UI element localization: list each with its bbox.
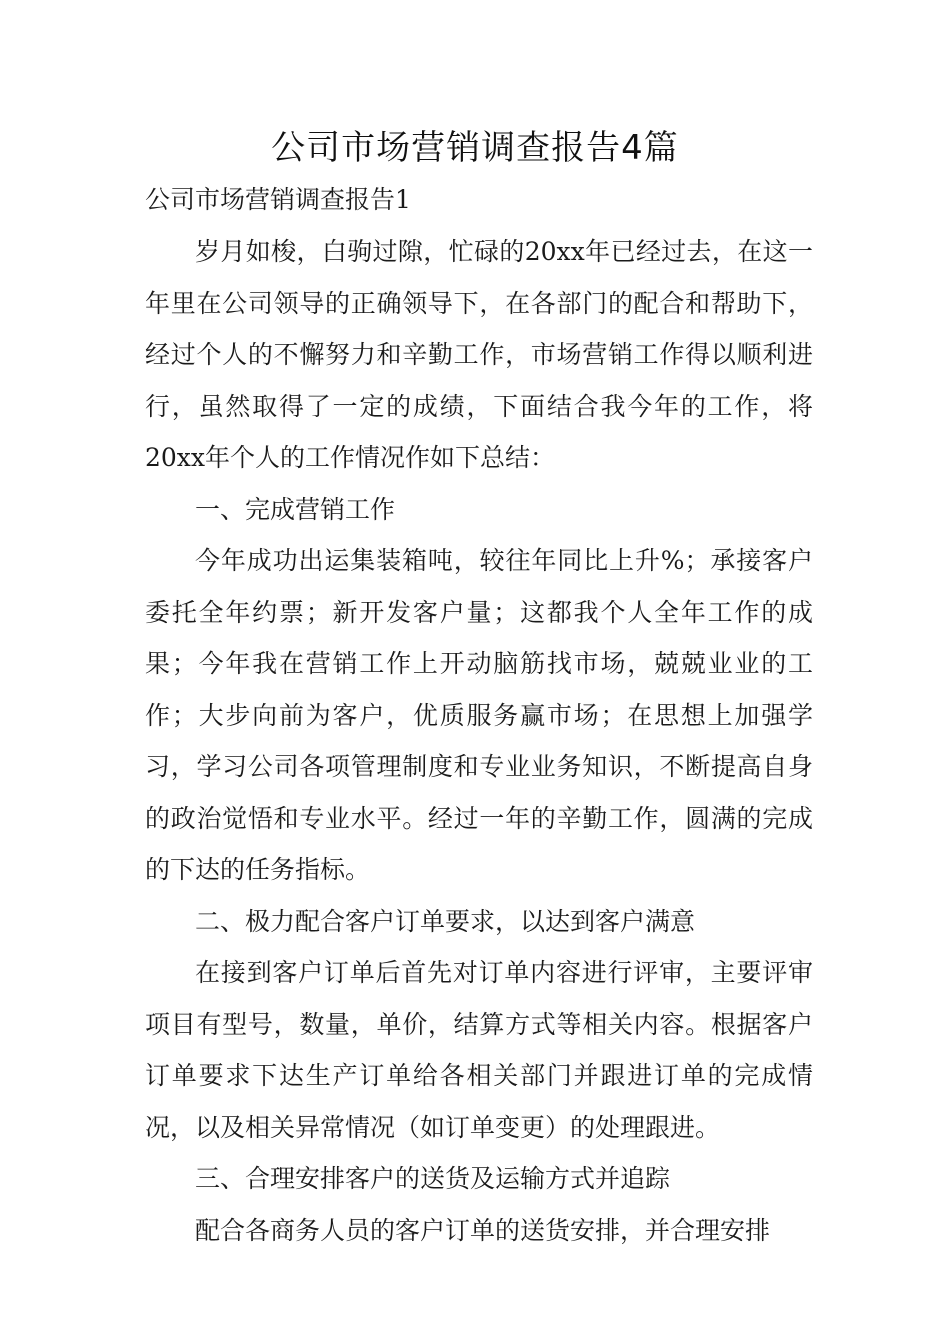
paragraph-marketing-work: 今年成功出运集装箱吨，较往年同比上升%；承接客户委托全年约票；新开发客户量；这都我个人全年工作的成果；今年我在营销工作上开动脑筋找市场，兢兢业业的工作；大步向前为客户，优质服务赢市场；在思想上加强学习，学习公司各项管理制度和专业业务知识，不断提高自身的政治觉悟和专业水平。经过一年的辛勤工作，圆满的完成的下达的任务指标。 xyxy=(145,546,813,884)
paragraph-customer-orders: 在接到客户订单后首先对订单内容进行评审，主要评审项目有型号，数量，单价，结算方式等相关内容。根据客户订单要求下达生产订单给各相关部门并跟进订单的完成情况，以及相关异常情况（如订单变更）的处理跟进。 xyxy=(145,958,813,1142)
heading-customer-orders: 二、极力配合客户订单要求，以达到客户满意 xyxy=(195,906,696,936)
heading-delivery: 三、合理安排客户的送货及运输方式并追踪 xyxy=(195,1164,671,1193)
paragraph-intro: 岁月如梭，白驹过隙，忙碌的20xx年已经过去，在这一年里在公司领导的正确领导下，在各部门的配合和帮助下，经过个人的不懈努力和辛勤工作，市场营销工作得以顺利进行，虽然取得了一定的成绩，下面结合我今年的工作，将20xx年个人的工作情况作如下总结： xyxy=(145,237,813,472)
heading-marketing-work: 一、完成营销工作 xyxy=(195,494,396,524)
section-title: 公司市场营销调查报告1 xyxy=(145,185,411,214)
document-body xyxy=(145,226,813,1256)
document-title: 公司市场营销调查报告4篇 xyxy=(271,128,679,168)
paragraph-delivery: 配合各商务人员的客户订单的送货安排，并合理安排 xyxy=(195,1215,771,1245)
